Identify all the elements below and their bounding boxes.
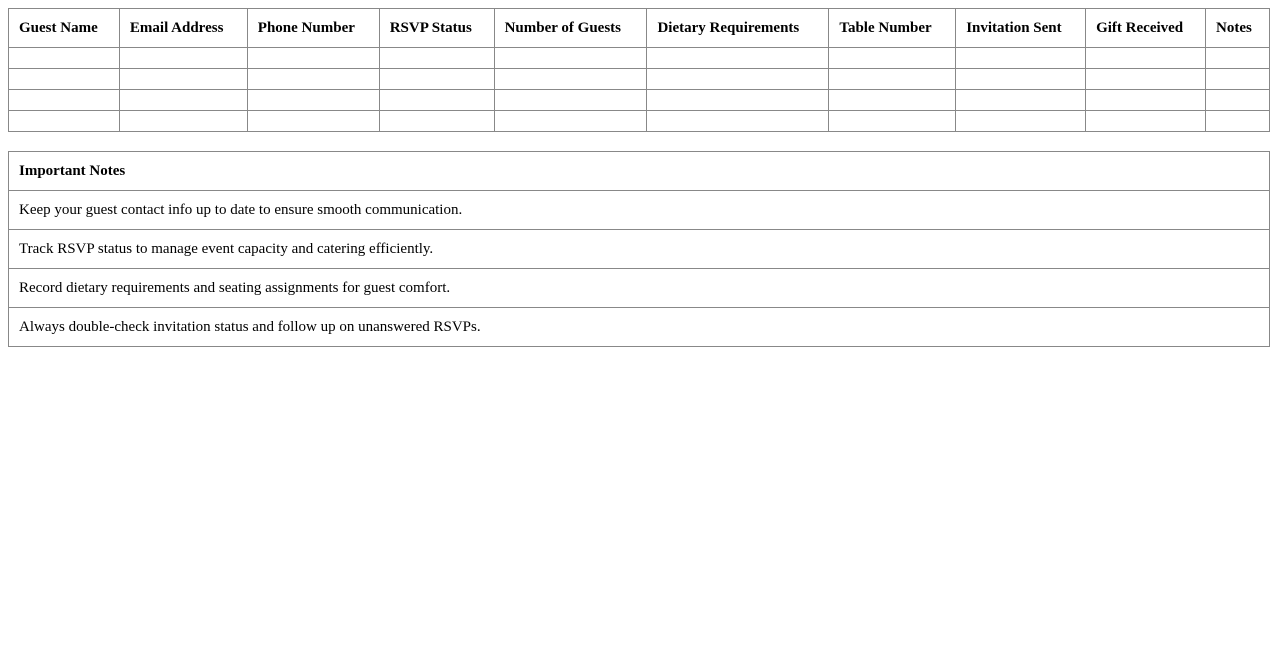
table-cell[interactable]	[829, 48, 956, 69]
table-cell[interactable]	[247, 48, 379, 69]
table-cell[interactable]	[1206, 111, 1270, 132]
table-row	[9, 69, 1270, 90]
column-header-dietary-requirements[interactable]: Dietary Requirements	[647, 9, 829, 48]
table-row	[9, 111, 1270, 132]
table-row	[9, 48, 1270, 69]
table-cell[interactable]	[494, 48, 647, 69]
column-header-gift-received[interactable]: Gift Received	[1086, 9, 1206, 48]
table-cell[interactable]	[494, 69, 647, 90]
table-cell[interactable]	[9, 90, 120, 111]
table-cell[interactable]	[1206, 48, 1270, 69]
note-row	[9, 269, 1270, 308]
column-header-phone-number[interactable]: Phone Number	[247, 9, 379, 48]
table-cell[interactable]	[119, 90, 247, 111]
table-cell[interactable]	[829, 69, 956, 90]
guest-list-table	[8, 8, 1270, 132]
note-row	[9, 308, 1270, 347]
table-cell[interactable]	[1086, 111, 1206, 132]
table-cell[interactable]	[829, 90, 956, 111]
table-cell[interactable]	[1086, 90, 1206, 111]
notes-header-row	[9, 152, 1270, 191]
note-row	[9, 191, 1270, 230]
table-cell[interactable]	[119, 48, 247, 69]
note-text: Keep your guest contact info up to date to ensure smooth communication.	[9, 191, 1270, 230]
notes-title: Important Notes	[9, 152, 1270, 191]
table-cell[interactable]	[829, 111, 956, 132]
table-cell[interactable]	[1086, 48, 1206, 69]
table-cell[interactable]	[119, 111, 247, 132]
table-cell[interactable]	[956, 69, 1086, 90]
table-row	[9, 90, 1270, 111]
note-row	[9, 230, 1270, 269]
table-cell[interactable]	[647, 69, 829, 90]
table-cell[interactable]	[647, 90, 829, 111]
table-cell[interactable]	[494, 111, 647, 132]
table-cell[interactable]	[379, 69, 494, 90]
table-cell[interactable]	[9, 69, 120, 90]
table-cell[interactable]	[247, 111, 379, 132]
table-cell[interactable]	[647, 48, 829, 69]
column-header-rsvp-status[interactable]: RSVP Status	[379, 9, 494, 48]
column-header-email-address[interactable]: Email Address	[119, 9, 247, 48]
table-cell[interactable]	[956, 90, 1086, 111]
column-header-number-of-guests[interactable]: Number of Guests	[494, 9, 647, 48]
table-cell[interactable]	[1086, 69, 1206, 90]
note-text: Record dietary requirements and seating assignments for guest comfort.	[9, 269, 1270, 308]
column-header-invitation-sent[interactable]: Invitation Sent	[956, 9, 1086, 48]
table-cell[interactable]	[9, 111, 120, 132]
table-cell[interactable]	[494, 90, 647, 111]
table-cell[interactable]	[1206, 90, 1270, 111]
column-header-notes[interactable]: Notes	[1206, 9, 1270, 48]
table-cell[interactable]	[379, 111, 494, 132]
important-notes-table	[8, 151, 1270, 347]
column-header-table-number[interactable]: Table Number	[829, 9, 956, 48]
table-cell[interactable]	[956, 48, 1086, 69]
table-cell[interactable]	[1206, 69, 1270, 90]
note-text: Track RSVP status to manage event capacity and catering efficiently.	[9, 230, 1270, 269]
table-cell[interactable]	[379, 48, 494, 69]
table-cell[interactable]	[119, 69, 247, 90]
table-cell[interactable]	[379, 90, 494, 111]
table-cell[interactable]	[247, 90, 379, 111]
table-cell[interactable]	[247, 69, 379, 90]
table-header-row	[9, 9, 1270, 48]
table-cell[interactable]	[956, 111, 1086, 132]
column-header-guest-name[interactable]: Guest Name	[9, 9, 120, 48]
note-text: Always double-check invitation status and follow up on unanswered RSVPs.	[9, 308, 1270, 347]
table-cell[interactable]	[9, 48, 120, 69]
table-cell[interactable]	[647, 111, 829, 132]
